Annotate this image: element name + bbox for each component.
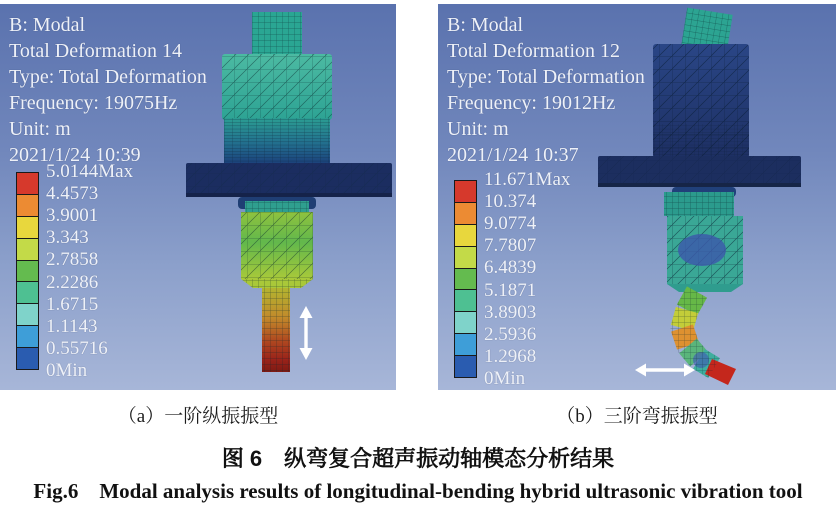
header-line: B: Modal	[9, 14, 86, 36]
legend-label: 2.2286	[46, 271, 99, 293]
horn-lower-cylinder	[667, 216, 743, 292]
colorbar-band	[17, 282, 38, 304]
transducer-cylinder	[222, 54, 332, 120]
legend-label: 0Min	[484, 367, 526, 389]
figure-panels	[0, 4, 836, 390]
legend-label: 5.0144Max	[46, 161, 134, 182]
colorbar-band	[17, 326, 38, 348]
colorbar-band	[17, 217, 38, 239]
horn-top-block	[252, 12, 302, 56]
colorbar-band	[455, 312, 476, 334]
header-line: Type: Total Deformation	[447, 66, 645, 88]
horn-neck	[664, 192, 734, 216]
header-line: B: Modal	[447, 14, 524, 36]
sub-caption-a: （a）一阶纵振振型	[117, 406, 279, 427]
colorbar-band	[17, 195, 38, 217]
figure-title-english: Fig.6 Modal analysis results of longitudinal-bending hybrid ultrasonic vibration tool	[33, 479, 803, 503]
deformation-colorbar-a	[16, 172, 39, 370]
horn-lower-cylinder	[241, 212, 313, 288]
colorbar-labels-a	[46, 162, 133, 380]
colorbar-band	[455, 356, 476, 377]
header-line: Total Deformation 12	[447, 40, 620, 62]
legend-label: 3.9001	[46, 205, 99, 227]
legend-label: 6.4839	[484, 257, 537, 279]
legend-label: 0.55716	[46, 337, 108, 359]
legend-label: 11.671Max	[484, 169, 571, 190]
modal-panel-a	[0, 4, 396, 390]
legend-label: 1.1143	[46, 315, 98, 337]
horn-neck	[245, 201, 309, 213]
legend-label: 5.1871	[484, 279, 537, 301]
legend-label: 1.2968	[484, 345, 537, 367]
tool-shaft	[262, 288, 290, 372]
colorbar-band	[17, 304, 38, 326]
header-line: Unit: m	[9, 118, 71, 140]
legend-label: 2.7858	[46, 249, 99, 271]
colorbar-band	[455, 225, 476, 247]
legend-label: 3.8903	[484, 301, 537, 323]
colorbar-labels-b	[484, 170, 570, 388]
legend-label: 7.7807	[484, 235, 537, 257]
colorbar-band	[17, 261, 38, 283]
header-line: Type: Total Deformation	[9, 66, 207, 88]
legend-label: 4.4573	[46, 183, 99, 205]
colorbar-band	[455, 334, 476, 356]
header-line: Frequency: 19012Hz	[447, 92, 616, 114]
vertical-vibration-arrow-icon	[300, 306, 313, 360]
sub-captions	[0, 401, 836, 427]
colorbar-band	[17, 173, 38, 195]
sub-caption-b: （b）三阶弯振振型	[556, 406, 718, 427]
colorbar-band	[455, 290, 476, 312]
colorbar-band	[455, 247, 476, 269]
deformation-colorbar-b	[454, 180, 477, 378]
header-line: Unit: m	[447, 118, 509, 140]
legend-label: 1.6715	[46, 293, 99, 315]
header-line: Frequency: 19075Hz	[9, 92, 178, 114]
analysis-header-a	[9, 12, 207, 168]
colorbar-band	[455, 181, 476, 203]
analysis-header-b	[447, 12, 645, 168]
legend-label: 0Min	[46, 359, 88, 381]
legend-label: 2.5936	[484, 323, 537, 345]
legend-label: 3.343	[46, 227, 89, 249]
header-line: Total Deformation 14	[9, 40, 182, 62]
horizontal-vibration-arrow-icon	[635, 364, 695, 377]
modal-panel-b	[438, 4, 836, 390]
header-line: 2021/1/24 10:39	[9, 144, 141, 166]
ringed-section	[224, 118, 330, 165]
colorbar-band	[455, 269, 476, 291]
transducer-cylinder	[653, 44, 749, 158]
figure-title-chinese: 图 6 纵弯复合超声振动轴模态分析结果	[221, 446, 615, 471]
colorbar-band	[17, 348, 38, 369]
legend-label: 10.374	[484, 191, 537, 213]
colorbar-band	[455, 203, 476, 225]
legend-label: 9.0774	[484, 213, 537, 235]
header-line: 2021/1/24 10:37	[447, 144, 579, 166]
colorbar-band	[17, 239, 38, 261]
